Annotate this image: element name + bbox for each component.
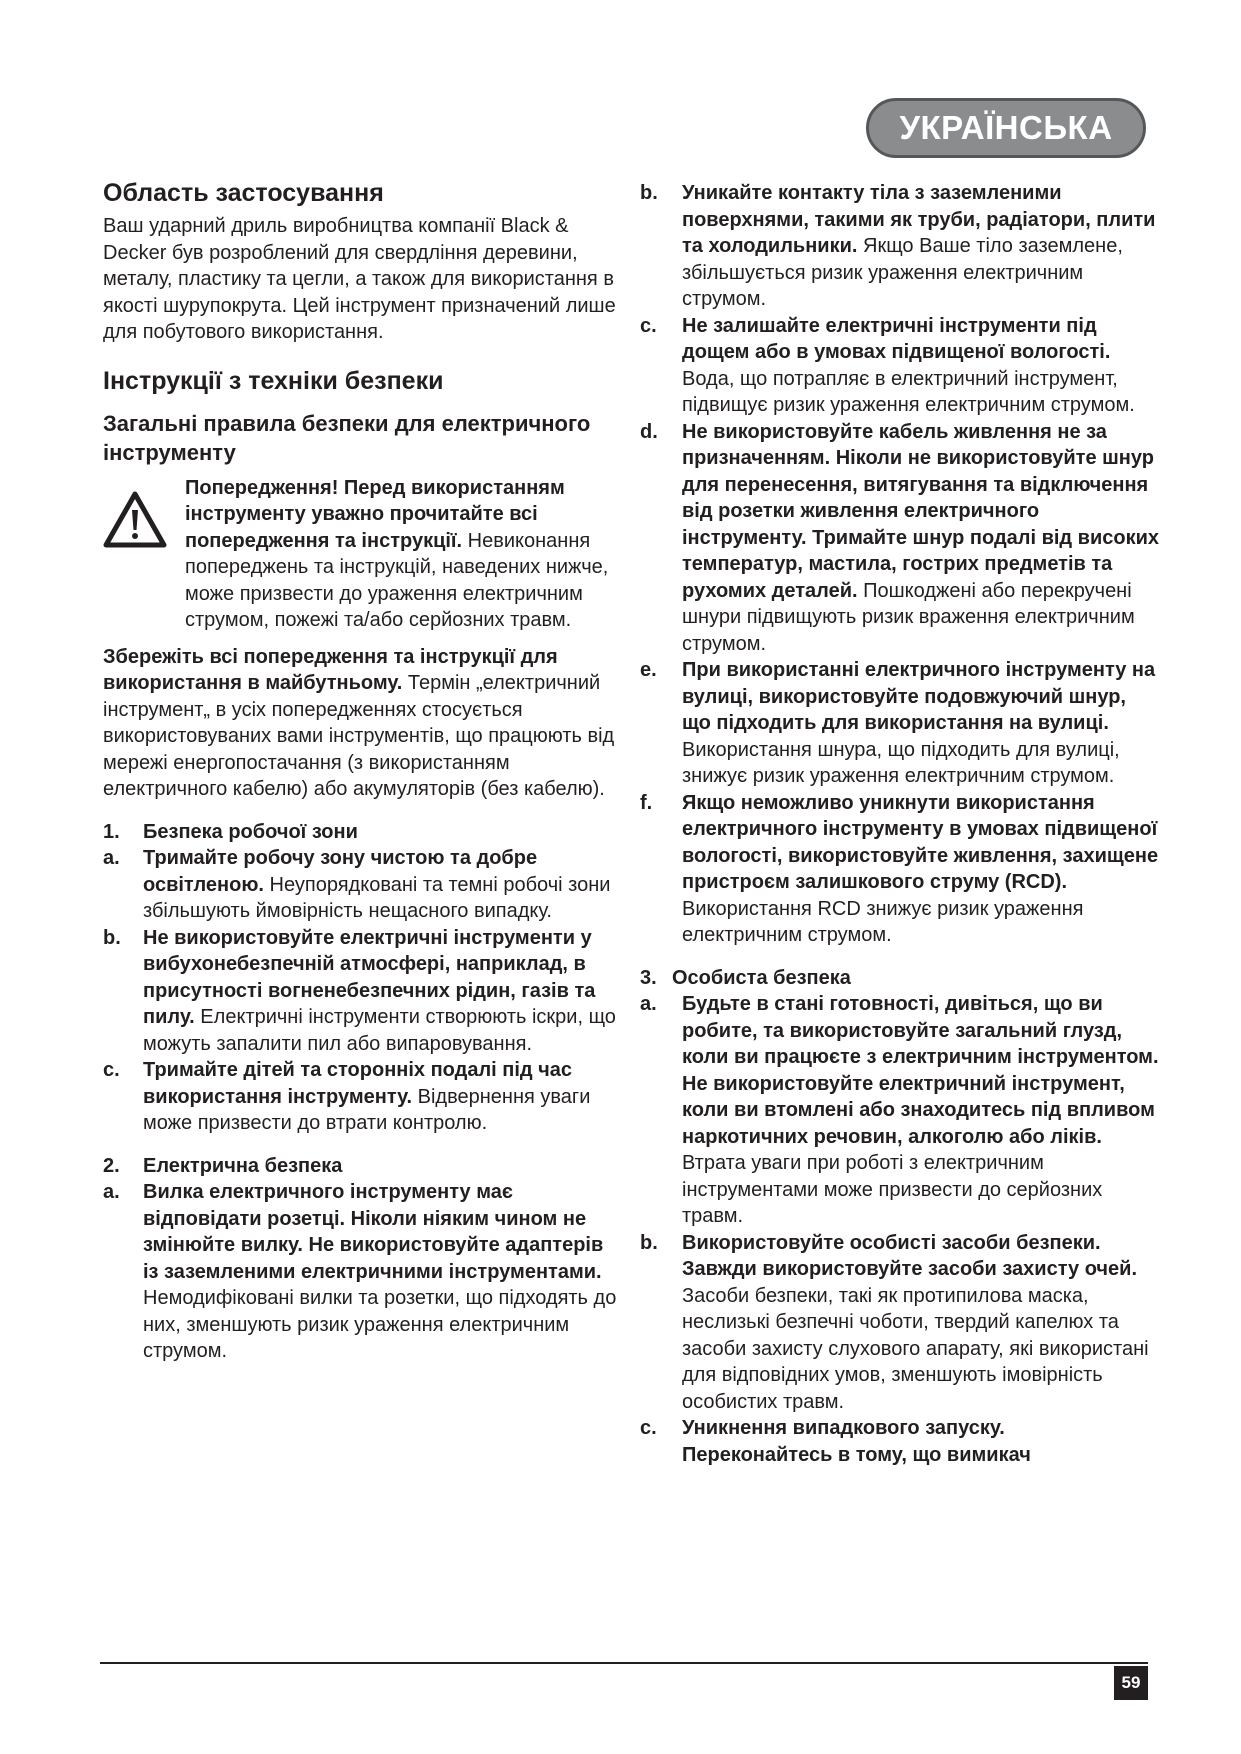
item-text: Засоби безпеки, такі як протипилова маска, неслизькі безпечні чоботи, твердий капелюх та засоби захисту слухового апарату, які використані для відповідних умов, зменшують імовірність особистих травм. <box>682 1284 1149 1413</box>
item-bold: Не використовуйте електричні інструменти у вибухонебезпечній атмосфері, наприклад, в присутності вогненебезпечних рідин, газів та пилу. <box>143 926 596 1028</box>
general-rules-title: Загальні правила безпеки для електричного інструменту <box>103 410 591 465</box>
item-label: f. <box>640 791 653 814</box>
left-column <box>103 178 623 1365</box>
item-text: Якщо Ваше тіло заземлене, збільшується ризик ураження електричним струмом. <box>682 235 1123 310</box>
item-label: d. <box>640 420 658 443</box>
item-bold: Будьте в стані готовності, дивіться, що ви робите, та використовуйте загальний глузд, коли ви працюєте з електричним інструментом. Не використовуйте електричний інструмент, коли ви втомлені або знаходитесь під впливом наркотичних речовин, алкоголю або ліків. <box>682 993 1159 1148</box>
warning-text <box>185 475 623 634</box>
item-bold: Вилка електричного інструменту має відповідати розетці. Ніколи ніяким чином не змінюйте вилку. Не використовуйте адаптерів із заземленими електричними інструментами. <box>143 1181 604 1283</box>
list-item <box>640 657 1160 790</box>
item-text: Втрата уваги при роботі з електричним інструментами може призвести до серйозних травм. <box>682 1152 1103 1227</box>
list-item <box>103 1057 623 1137</box>
section-2-number: 2. <box>103 1154 120 1177</box>
item-label: a. <box>103 1181 120 1203</box>
section-1-heading <box>103 819 623 846</box>
section-2-title: Електрична безпека <box>143 1154 343 1177</box>
warning-triangle-icon <box>103 475 185 634</box>
warning-normal: Невиконання попереджень та інструкцій, наведених нижче, може призвести до ураження електричним струмом, пожежі та/або серйозних травм. <box>185 529 609 631</box>
list-item <box>640 1230 1160 1416</box>
item-bold: Уникайте контакту тіла з заземленими поверхнями, такими як труби, радіатори, плити та холодильники. <box>682 182 1156 257</box>
save-normal: Термін „електричний інструмент„ в усіх попередженнях стосується використовуваних вами інструментів, що працюють від мережі енергопостачання (з використанням електричного кабелю) або акумуляторів (без кабелю). <box>103 672 615 800</box>
item-label: a. <box>103 847 120 869</box>
safety-title: Інструкції з техніки безпеки <box>103 366 444 395</box>
item-label: b. <box>640 1231 658 1254</box>
item-text: Пошкоджені або перекручені шнури підвищують ризик враження електричним струмом. <box>682 579 1135 655</box>
item-bold: Не використовуйте кабель живлення не за призначенням. Ніколи не використовуйте шнур для перенесення, витягування та відключення від розетки живлення електричного інструменту. Тримайте шнур подалі від високих температур, мастила, гострих предметів та рухомих деталей. <box>682 420 1160 602</box>
item-label: e. <box>640 659 657 681</box>
section-1-number: 1. <box>103 820 120 843</box>
list-item <box>640 790 1160 949</box>
item-label: c. <box>640 314 657 337</box>
item-bold: Тримайте робочу зону чистою та добре освітленою. <box>143 847 538 896</box>
warning-bold: Попередження! Перед використанням інструменту уважно прочитайте всі попередження та інструкції. <box>185 476 565 552</box>
intended-use-title: Область застосування <box>103 179 384 207</box>
save-instructions <box>103 644 623 803</box>
section-3-title: Особиста безпека <box>672 966 851 989</box>
item-text: Електричні інструменти створюють іскри, що можуть запалити пил або випаровування. <box>143 1006 616 1055</box>
item-text: Немодифіковані вилки та розетки, що підходять до них, зменшують ризик ураження електричним струмом. <box>143 1287 617 1362</box>
section-2-heading <box>103 1153 623 1180</box>
item-label: b. <box>103 926 121 949</box>
item-bold: Тримайте дітей та сторонніх подалі під час використання інструменту. <box>143 1059 573 1108</box>
section-3-heading <box>640 965 1160 992</box>
item-bold: При використанні електричного інструменту на вулиці, використовуйте подовжуючий шнур, що підходить для використання на вулиці. <box>682 659 1156 734</box>
intended-use-text: Ваш ударний дриль виробництва компанії Black & Decker був розроблений для свердління деревини, металу, пластику та цегли, а також для використання в якості шурупокрута. Цей інструмент призначений лише для побутового використання. <box>103 215 616 343</box>
warning-block <box>103 475 623 634</box>
section-1-title: Безпека робочої зони <box>143 820 358 843</box>
list-item <box>640 180 1160 313</box>
list-item <box>103 1179 623 1365</box>
section-3-number: 3. <box>640 966 657 989</box>
item-text: Неупорядковані та темні робочі зони збільшують ймовірність нещасного випадку. <box>143 873 611 922</box>
item-text: Використання шнура, що підходить для вулиці, знижує ризик ураження електричним струмом. <box>682 738 1120 787</box>
item-bold: Уникнення випадкового запуску. Переконайтесь в тому, що вимикач <box>682 1417 1031 1466</box>
item-text: Використання RCD знижує ризик ураження електричним струмом. <box>682 897 1084 946</box>
item-label: c. <box>640 1417 657 1439</box>
item-bold: Якщо неможливо уникнути використання електричного інструменту в умовах підвищеної вологості, використовуйте живлення, захищене пристроєм залишкового струму (RCD). <box>682 791 1159 893</box>
list-item <box>640 991 1160 1230</box>
item-text: Вода, що потрапляє в електричний інструмент, підвищує ризик ураження електричним струмом. <box>682 367 1135 416</box>
list-item <box>640 419 1160 658</box>
language-badge: УКРАЇНСЬКА <box>866 98 1146 158</box>
item-label: b. <box>640 182 658 204</box>
footer-rule <box>100 1662 1148 1664</box>
list-item <box>640 313 1160 419</box>
list-item <box>103 845 623 925</box>
list-item <box>103 925 623 1058</box>
item-bold: Не залишайте електричні інструменти під дощем або в умовах підвищеної вологості. <box>682 314 1111 363</box>
item-text: Відвернення уваги може призвести до втрати контролю. <box>143 1085 591 1134</box>
right-column <box>640 180 1160 1468</box>
item-label: c. <box>103 1059 120 1081</box>
save-bold: Збережіть всі попередження та інструкції для використання в майбутньому. <box>103 645 558 694</box>
item-bold: Використовуйте особисті засоби безпеки. Завжди використовуйте засоби захисту очей. <box>682 1231 1137 1280</box>
item-label: a. <box>640 993 657 1015</box>
page-number: 59 <box>1114 1666 1148 1700</box>
list-item <box>640 1415 1160 1468</box>
